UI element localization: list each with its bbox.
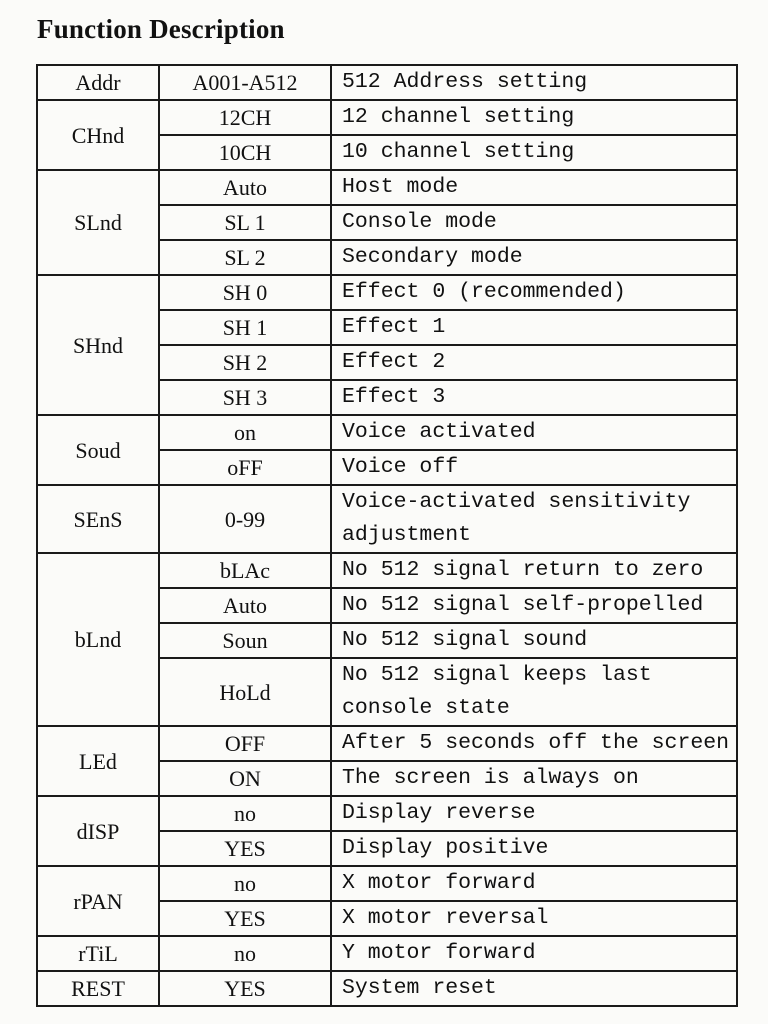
function-description: Effect 2 [331, 345, 737, 380]
table-row [37, 65, 737, 100]
function-key: Soud [37, 415, 159, 485]
function-description: System reset [331, 971, 737, 1006]
function-option: Auto [159, 588, 331, 623]
function-option: YES [159, 831, 331, 866]
function-description: X motor reversal [331, 901, 737, 936]
function-description: Voice off [331, 450, 737, 485]
function-description: Effect 1 [331, 310, 737, 345]
function-option: SH 0 [159, 275, 331, 310]
function-table [36, 64, 738, 1007]
function-option: YES [159, 901, 331, 936]
function-key: dISP [37, 796, 159, 866]
function-option: no [159, 866, 331, 901]
function-option: bLAc [159, 553, 331, 588]
function-description: Voice activated [331, 415, 737, 450]
function-option: SL 2 [159, 240, 331, 275]
function-table-body [37, 65, 737, 1006]
function-description: No 512 signal sound [331, 623, 737, 658]
function-option: Soun [159, 623, 331, 658]
table-row [37, 971, 737, 1006]
function-option: 0-99 [159, 485, 331, 553]
function-key: SHnd [37, 275, 159, 415]
function-description: After 5 seconds off the screen [331, 726, 737, 761]
table-row [37, 415, 737, 450]
function-option: SH 3 [159, 380, 331, 415]
function-option: A001-A512 [159, 65, 331, 100]
function-description: X motor forward [331, 866, 737, 901]
function-option: OFF [159, 726, 331, 761]
page-title: Function Description [37, 14, 285, 44]
function-option: SH 2 [159, 345, 331, 380]
function-option: 10CH [159, 135, 331, 170]
function-description: No 512 signal keeps last console state [331, 658, 737, 726]
table-row [37, 796, 737, 831]
function-description: Y motor forward [331, 936, 737, 971]
function-key: SEnS [37, 485, 159, 553]
function-description: Voice-activated sensitivity adjustment [331, 485, 737, 553]
function-description: The screen is always on [331, 761, 737, 796]
function-option: no [159, 936, 331, 971]
table-row [37, 275, 737, 310]
function-description: 12 channel setting [331, 100, 737, 135]
function-option: HoLd [159, 658, 331, 726]
table-row [37, 100, 737, 135]
table-row [37, 170, 737, 205]
function-option: on [159, 415, 331, 450]
function-key: REST [37, 971, 159, 1006]
table-row [37, 866, 737, 901]
function-option: YES [159, 971, 331, 1006]
table-row [37, 485, 737, 553]
table-row [37, 726, 737, 761]
function-description: Effect 3 [331, 380, 737, 415]
function-option: SH 1 [159, 310, 331, 345]
function-description: Effect 0 (recommended) [331, 275, 737, 310]
function-key: rPAN [37, 866, 159, 936]
function-description: Display positive [331, 831, 737, 866]
function-option: ON [159, 761, 331, 796]
function-description: Secondary mode [331, 240, 737, 275]
function-key: CHnd [37, 100, 159, 170]
function-key: LEd [37, 726, 159, 796]
function-description: Console mode [331, 205, 737, 240]
function-key: SLnd [37, 170, 159, 275]
function-description: Host mode [331, 170, 737, 205]
function-description: No 512 signal self-propelled [331, 588, 737, 623]
table-row [37, 553, 737, 588]
function-option: 12CH [159, 100, 331, 135]
function-option: oFF [159, 450, 331, 485]
function-option: SL 1 [159, 205, 331, 240]
function-key: rTiL [37, 936, 159, 971]
function-option: Auto [159, 170, 331, 205]
function-key: Addr [37, 65, 159, 100]
function-description: Display reverse [331, 796, 737, 831]
table-row [37, 936, 737, 971]
function-description: No 512 signal return to zero [331, 553, 737, 588]
function-description: 10 channel setting [331, 135, 737, 170]
function-description: 512 Address setting [331, 65, 737, 100]
function-key: bLnd [37, 553, 159, 726]
function-option: no [159, 796, 331, 831]
